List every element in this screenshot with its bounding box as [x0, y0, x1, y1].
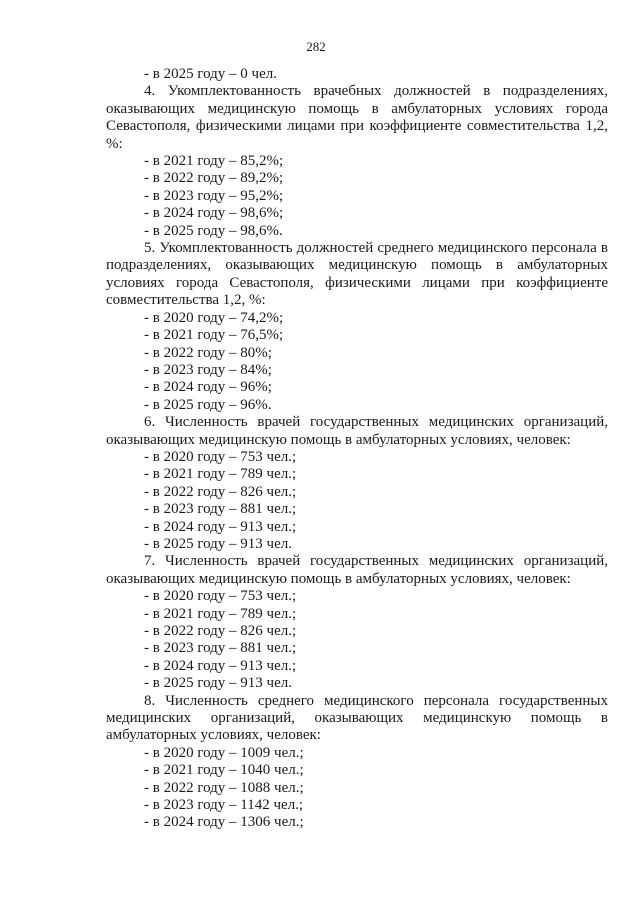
list-item: - в 2021 году – 85,2%;: [144, 153, 284, 170]
paragraph-heading-7: 7. Численность врачей государственных медицинских организаций, оказывающих медицинскую помощь в амбулаторных условиях, человек:: [106, 553, 608, 587]
list-item: - в 2021 году – 789 чел.;: [144, 466, 297, 483]
list-item: - в 2022 году – 1088 чел.;: [144, 779, 304, 796]
list-item: - в 2022 году – 826 чел.;: [144, 623, 297, 639]
list-item: - в 2021 году – 789 чел.;: [144, 605, 297, 622]
list-item: - в 2020 году – 1009 чел.;: [144, 744, 304, 761]
list-item: - в 2021 году – 1040 чел.;: [144, 762, 304, 779]
page-number: 282: [306, 39, 326, 54]
list-item: - в 2022 году – 826 чел.;: [144, 483, 297, 500]
list-item: - в 2024 году – 913 чел.;: [144, 518, 297, 535]
paragraph-heading-4: 4. Укомплектованность врачебных должностей в подразделениях, оказывающих медицинскую помощь в амбулаторных условиях города Севастополя, физическими лицами при коэффициенте совместительства 1,2, %:: [106, 83, 608, 152]
list-item: - в 2025 году – 98,6%.: [144, 222, 283, 239]
paragraph-heading-6: 6. Численность врачей государственных медицинских организаций, оказывающих медицинскую помощь в амбулаторных условиях, человек:: [106, 414, 608, 448]
list-item: - в 2020 году – 753 чел.;: [144, 588, 297, 605]
list-item: - в 2024 году – 96%;: [144, 379, 272, 396]
list-item: - в 2023 году – 1142 чел.;: [144, 797, 304, 814]
paragraph-heading-5: 5. Укомплектованность должностей среднего медицинского персонала в подразделениях, оказывающих медицинскую помощь в амбулаторных условиях города Севастополя, физическими лицами при коэффициенте совместительства 1,2, %:: [106, 240, 608, 309]
paragraph-heading-8: 8. Численность среднего медицинского персонала государственных медицинских организаций, оказывающих медицинскую помощь в амбулаторных условиях, человек:: [106, 692, 608, 744]
list-item: - в 2020 году – 74,2%;: [144, 309, 284, 326]
list-item: - в 2025 году – 0 чел.: [144, 66, 277, 82]
list-item: - в 2024 году – 1306 чел.;: [144, 814, 304, 831]
list-item: - в 2021 году – 76,5%;: [144, 327, 284, 344]
document-body: [106, 66, 608, 832]
list-item: - в 2022 году – 89,2%;: [144, 170, 284, 187]
list-item: - в 2025 году – 913 чел.: [144, 535, 292, 552]
list-item: - в 2025 году – 96%.: [144, 396, 272, 413]
list-item: - в 2024 году – 98,6%;: [144, 205, 284, 222]
list-item: - в 2023 году – 881 чел.;: [144, 501, 297, 518]
list-item: - в 2024 году – 913 чел.;: [144, 657, 297, 674]
list-item: - в 2023 году – 881 чел.;: [144, 640, 297, 657]
list-item: - в 2020 году – 753 чел.;: [144, 448, 297, 465]
list-item: - в 2023 году – 84%;: [144, 361, 272, 378]
list-item: - в 2025 году – 913 чел.: [144, 675, 292, 692]
list-item: - в 2023 году – 95,2%;: [144, 187, 284, 204]
list-item: - в 2022 году – 80%;: [144, 344, 272, 361]
